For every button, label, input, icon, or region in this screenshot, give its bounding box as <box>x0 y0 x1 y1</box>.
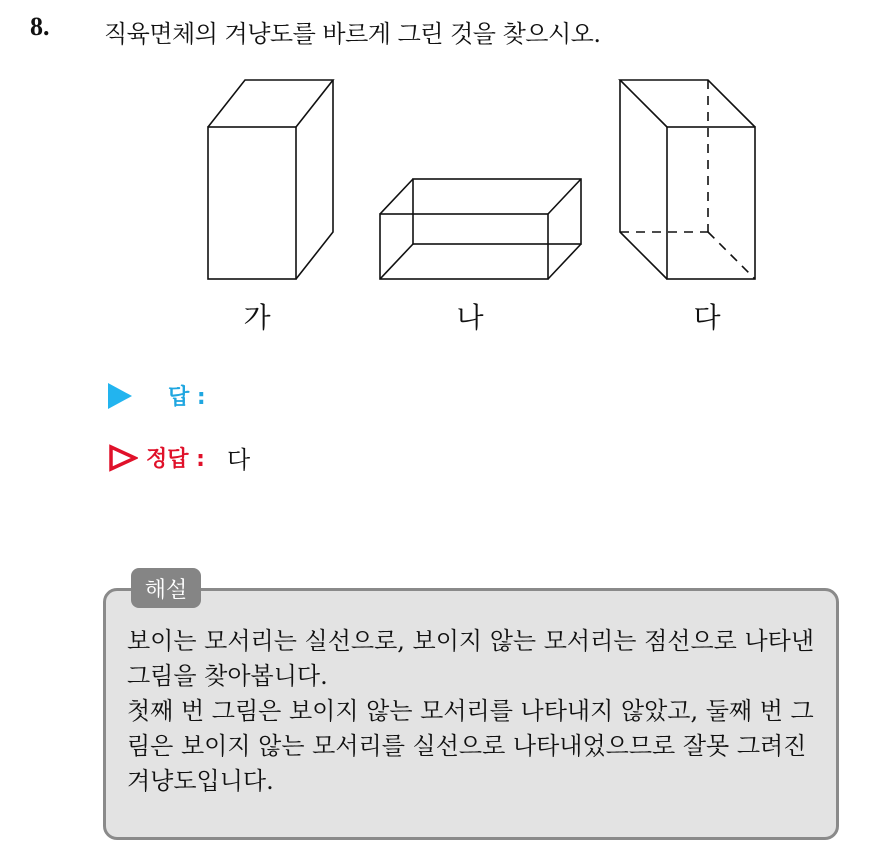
answer-label: 답 : <box>168 385 206 410</box>
play-marker-icon <box>108 383 132 409</box>
outline-play-marker-icon <box>108 444 138 472</box>
correct-answer-label: 정답 : <box>146 447 205 472</box>
explanation-tag: 해설 <box>131 568 201 608</box>
cuboid-ga-top-face <box>208 80 333 127</box>
cuboid-na-edge <box>380 244 413 279</box>
cuboid-figure-na <box>380 179 581 279</box>
explanation-text <box>127 624 827 799</box>
question-text: 직육면체의 겨냥도를 바르게 그린 것을 찾으시오. <box>104 20 601 48</box>
cuboid-ga-side-face <box>296 80 333 279</box>
cuboid-da-left-face <box>620 80 667 279</box>
cuboid-figure-da <box>620 80 755 279</box>
correct-answer-value: 다 <box>226 446 251 474</box>
cuboid-na-front-face <box>380 214 548 279</box>
figure-label-da: 다 <box>693 301 721 334</box>
question-number: 8. <box>30 12 50 41</box>
cuboid-da-hidden-edges <box>620 80 755 279</box>
answer-blank-row <box>108 380 206 411</box>
figure-label-ga: 가 <box>243 301 271 334</box>
figure-label-na: 나 <box>456 301 484 334</box>
cuboid-na-edge <box>548 179 581 214</box>
cuboid-figures <box>0 0 884 300</box>
cuboid-figure-ga <box>208 80 333 279</box>
cuboid-na-back-face <box>413 179 581 244</box>
correct-answer-row <box>108 440 250 475</box>
cuboid-na-edge <box>548 244 581 279</box>
explanation-paragraph: 보이는 모서리는 실선으로, 보이지 않는 모서리는 점선으로 나타낸 그림을 찾아봅니다. <box>127 627 814 690</box>
cuboid-ga-front-face <box>208 127 296 279</box>
cuboid-na-edge <box>380 179 413 214</box>
cuboid-da-front-face <box>667 127 755 279</box>
explanation-paragraph: 첫째 번 그림은 보이지 않는 모서리를 나타내지 않았고, 둘째 번 그림은 보이지 않는 모서리를 실선으로 나타내었으므로 잘못 그려진 겨냥도입니다. <box>127 697 814 795</box>
cuboid-da-top-face <box>620 80 755 127</box>
